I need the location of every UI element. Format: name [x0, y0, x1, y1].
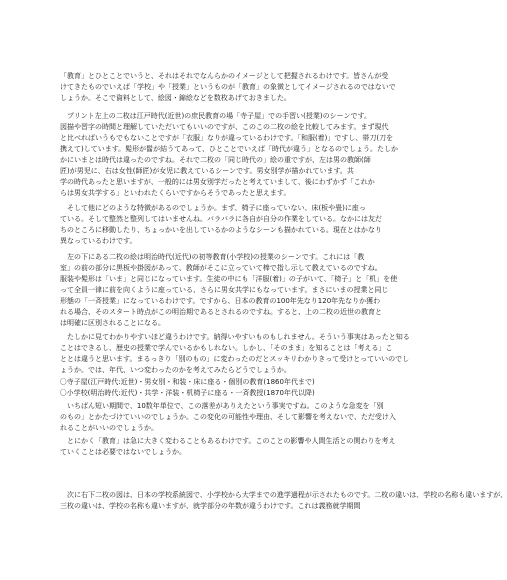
- text-line: れることがいいのでしょうか。: [60, 424, 158, 432]
- text-line: れる場合、そのスタート時点がこの明治期であるとされるのですね。すると、上の二枚の近世の教育と: [60, 308, 382, 316]
- text-line: 三枚の違いは、学校の名称も違いますが、就学部分の年数が違うわけです。これは義務就学期間: [60, 502, 361, 510]
- text-line: しょうか。そこで資料として、絵図・錦絵などを数枚あげておきました。: [60, 94, 291, 102]
- text-line: ている。そして整然と整列してはいませんね。バラバラに各自が自分の作業をしている。なかには友だ: [60, 215, 382, 223]
- text-line: プリント左上の二枚は江戸時代(近世)の庶民教育の場「寺子屋」での手習い(授業)のシーンです。: [67, 112, 371, 120]
- paragraph-meiji: [60, 252, 398, 329]
- text-line: かにいまとは時代は違ったのですね。それで二枚の「同じ時代の」絵の重ですが、左は男の教師(師: [60, 156, 371, 164]
- text-line: ていくことは必要ではないでしょうか。: [60, 448, 186, 456]
- text-line: 服装や髪形は「いま」と同じになっています。生徒の中にも「洋服(着)」の子がいて、「椅子」と「机」を使: [60, 275, 398, 283]
- paragraph-features: [60, 203, 382, 247]
- text-line: と比べればいうもでもないことですが「衣服」なりが違っているわけです。「和服(着)」ですし、帯刀(刀を: [60, 134, 394, 142]
- text-line: けてきたものでいえば「学校」や「授業」というものが「教育」の象徴としてイメージされるのではないで: [60, 83, 396, 91]
- text-line: って全員一律に前を向くように座っている、さらに男女共学にもなっています。まさにいまの授業と同じ: [60, 286, 389, 294]
- circle-bullet-icon: 〇: [60, 378, 67, 386]
- text-line: 携えて)しています。髪形が髷が結うてあって、ひとことでいえば「時代が違う」となるのでしょう。たしか: [60, 145, 398, 153]
- text-line: 学の時代あったと思いますが、一般的には男女別学だったと考えていまして、後にわずかず「これか: [60, 178, 375, 186]
- paragraph-terakoya: [60, 111, 398, 199]
- text-line: 次に右下二枚の図は、日本の学校系統図で、小学校から大学までの進学過程が示されたものです。二枚の違いは、学校の名称も違いますが、: [67, 491, 507, 499]
- text-line: 図描や習字の時間と理解していただいてもいいのですが、このこの二枚の絵を比較してみます。まず現代: [60, 123, 389, 131]
- text-line: 「教育」とひとことでいうと、それはそれでなんらかのイメージとして把握されるわけです。皆さんが受: [60, 72, 389, 80]
- text-line: 形態の「一斉授業」になっているわけです。ですから、日本の教育の100年先なり120年先なりか獲わ: [60, 297, 381, 305]
- list-item-text: 小学校(明治時代:近代)・共学・洋装・机椅子に座る・一斉教授(1870年代以降): [66, 389, 315, 397]
- text-line: 異なっているわけです。: [60, 237, 137, 245]
- text-line: のもの」とかたづけていいのでしょうか。この変化の可能性や理由、そして影響を考えないで、ただ受け入: [60, 413, 396, 421]
- circle-bullet-icon: 〇: [60, 389, 67, 397]
- text-line: ちのところに移動したり、ちょっかいを出しているかのようなシーンも描かれている。現在とはかなり: [60, 226, 382, 234]
- paragraph-school-system: [60, 490, 507, 512]
- text-line: らは男女共学する」といわれたくらいですからそうであったと思えます。: [60, 189, 291, 197]
- text-line: 匠)が男児に、右は女性(師匠)が女児に教えているシーンです。男女別学が描かれています。共: [60, 167, 354, 175]
- text-line: そして他にどのような特徴があるのでしょうか。まず、椅子に座っていない、床(板や畳)に座っ: [67, 204, 366, 212]
- paragraph-change: [60, 401, 396, 434]
- text-line: 室」の前の部分に黒板や掛図があって、教師がそこに立っていて棒で指し示して教えているのですね。: [60, 264, 382, 272]
- paragraph-intro: [60, 71, 396, 104]
- paragraph-question: [60, 332, 410, 376]
- text-line: ょうか。では、年代、いつ変わったのかを考えてみたらどうでしょうか。: [60, 366, 291, 374]
- text-line: ととは違うと思います。まるっきり「別のもの」に変わったのだとスッキリわかりきって受けとっていいのでし: [60, 355, 410, 363]
- text-line: とにかく「教育」は急に大きく変わることもあるわけです。このことの影響や人間生活との関わりを考え: [67, 437, 396, 445]
- text-line: は明確に区別されることになる。: [60, 319, 165, 327]
- paragraph-conclusion: [60, 436, 396, 458]
- list-item: [60, 377, 378, 388]
- text-line: いちばん短い期間で、10数年単位で、この落差がありえたという事実ですね。このような急変を「別: [67, 402, 384, 410]
- text-line: たしかに見てわかりやすいほど違うわけです。納得いやすいものもしれません。そういう事実はあったと知る: [67, 333, 410, 341]
- list-item: [60, 388, 378, 399]
- comparison-list: [60, 377, 378, 399]
- text-line: 左の下にある二枚の絵は明治時代(近代)の初等教育(小学校)の授業のシーンです。これには「教: [67, 253, 365, 261]
- list-item-text: 寺子屋(江戸時代:近世)・男女別・和装・床に座る・個別の教育(1860年代まで): [66, 378, 315, 386]
- text-line: ことはできるし、歴史の授業で学んでいるかもしれない。しかし、「そのまま」を知ることは「考える」こ: [60, 344, 393, 352]
